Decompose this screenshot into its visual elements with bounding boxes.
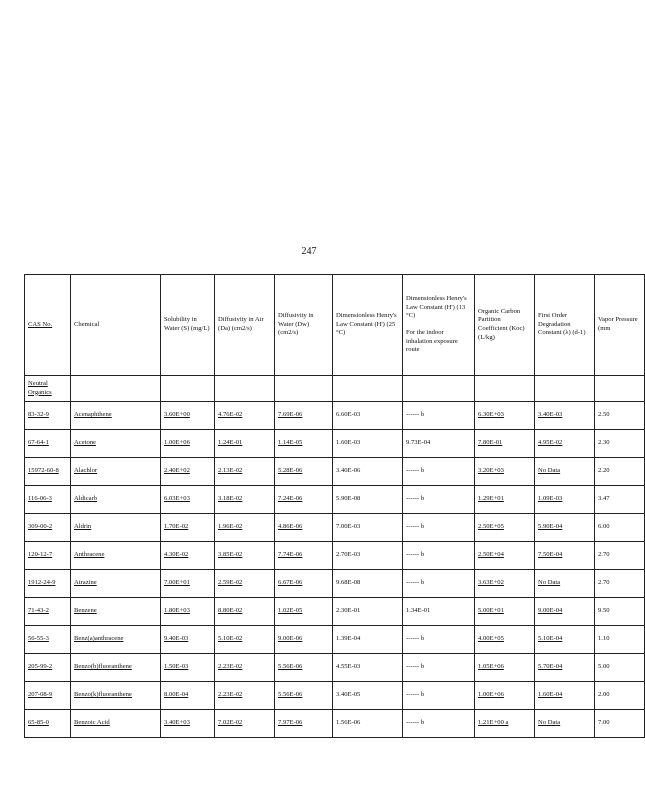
henry-13c-cell: ------ b xyxy=(403,514,475,542)
diffusivity-air-cell: 5.10E-02 xyxy=(215,626,275,654)
diffusivity-water-cell: 9.00E-06 xyxy=(275,626,333,654)
header-cas: CAS No. xyxy=(25,275,71,376)
diffusivity-water-cell: 7.24E-06 xyxy=(275,486,333,514)
table-row xyxy=(25,402,645,430)
vapor-pressure-cell: 1.10 xyxy=(595,626,645,654)
solubility-cell: 4.30E-02 xyxy=(161,542,215,570)
header-degradation: First Order Degradation Constant (λ) (d-1) xyxy=(535,275,595,376)
vapor-pressure-cell: 5.00 xyxy=(595,654,645,682)
degradation-cell: 3.40E-03 xyxy=(535,402,595,430)
solubility-cell: 1.80E+03 xyxy=(161,598,215,626)
chemical-name-cell: Benzene xyxy=(71,598,161,626)
degradation-cell: 5.10E-04 xyxy=(535,626,595,654)
table-row xyxy=(25,682,645,710)
henry-13c-cell: ------ b xyxy=(403,402,475,430)
table-row xyxy=(25,430,645,458)
cas-cell: 309-00-2 xyxy=(25,514,71,542)
degradation-cell: 4.95E-02 xyxy=(535,430,595,458)
chemical-name-cell: Benzo(b)fluoranthene xyxy=(71,654,161,682)
degradation-cell: 5.70E-04 xyxy=(535,654,595,682)
vapor-pressure-cell: 2.50 xyxy=(595,402,645,430)
solubility-cell: 3.60E+00 xyxy=(161,402,215,430)
header-henry-25c: Dimensionless Henry's Law Constant (H') (25 °C) xyxy=(333,275,403,376)
cas-cell: 71-43-2 xyxy=(25,598,71,626)
solubility-cell: 3.40E+03 xyxy=(161,710,215,738)
table-row xyxy=(25,710,645,738)
cas-cell: 120-12-7 xyxy=(25,542,71,570)
diffusivity-air-cell: 3.18E-02 xyxy=(215,486,275,514)
table-row xyxy=(25,542,645,570)
koc-cell: 1.21E+00 a xyxy=(475,710,535,738)
koc-cell: 1.00E+06 xyxy=(475,682,535,710)
henry-13c-cell: ------ b xyxy=(403,458,475,486)
cas-cell: 207-08-9 xyxy=(25,682,71,710)
vapor-pressure-cell: 3.47 xyxy=(595,486,645,514)
henry-25c-cell: 1.60E-03 xyxy=(333,430,403,458)
diffusivity-air-cell: 2.23E-02 xyxy=(215,654,275,682)
section-row xyxy=(25,376,645,402)
diffusivity-air-cell: 2.23E-02 xyxy=(215,682,275,710)
degradation-cell: 9.00E-04 xyxy=(535,598,595,626)
diffusivity-air-cell: 8.80E-02 xyxy=(215,598,275,626)
header-koc: Organic Carbon Partition Coefficient (Koc) (L/kg) xyxy=(475,275,535,376)
vapor-pressure-cell: 2.20 xyxy=(595,458,645,486)
diffusivity-air-cell: 1.96E-02 xyxy=(215,514,275,542)
solubility-cell: 7.00E+01 xyxy=(161,570,215,598)
chemical-name-cell: Aldicarb xyxy=(71,486,161,514)
chemical-name-cell: Benz(a)anthracene xyxy=(71,626,161,654)
degradation-cell: No Data xyxy=(535,458,595,486)
diffusivity-water-cell: 7.74E-06 xyxy=(275,542,333,570)
header-diffusivity-water: Diffusivity in Water (Dw) (cm2/s) xyxy=(275,275,333,376)
vapor-pressure-cell: 2.70 xyxy=(595,570,645,598)
table-row xyxy=(25,486,645,514)
cas-cell: 205-99-2 xyxy=(25,654,71,682)
henry-13c-cell: ------ b xyxy=(403,682,475,710)
table-row xyxy=(25,570,645,598)
diffusivity-water-cell: 1.02E-05 xyxy=(275,598,333,626)
koc-cell: 7.80E-01 xyxy=(475,430,535,458)
table-row xyxy=(25,458,645,486)
chemical-name-cell: Aldrin xyxy=(71,514,161,542)
vapor-pressure-cell: 2.30 xyxy=(595,430,645,458)
diffusivity-water-cell: 5.56E-06 xyxy=(275,682,333,710)
henry-25c-cell: 2.30E-01 xyxy=(333,598,403,626)
cas-cell: 1912-24-9 xyxy=(25,570,71,598)
henry-25c-cell: 1.56E-06 xyxy=(333,710,403,738)
chemical-name-cell: Acenaphthene xyxy=(71,402,161,430)
vapor-pressure-cell: 9.50 xyxy=(595,598,645,626)
diffusivity-air-cell: 7.02E-02 xyxy=(215,710,275,738)
henry-25c-cell: 3.40E-05 xyxy=(333,682,403,710)
cas-cell: 15972-60-8 xyxy=(25,458,71,486)
henry-13c-cell: 9.73E-04 xyxy=(403,430,475,458)
koc-cell: 1.05E+06 xyxy=(475,654,535,682)
table-row xyxy=(25,654,645,682)
vapor-pressure-cell: 7.00 xyxy=(595,710,645,738)
chemical-name-cell: Benzo(k)fluoranthene xyxy=(71,682,161,710)
vapor-pressure-cell: 2.00 xyxy=(595,682,645,710)
solubility-cell: 1.00E+06 xyxy=(161,430,215,458)
degradation-cell: 1.09E-03 xyxy=(535,486,595,514)
henry-25c-cell: 3.40E-06 xyxy=(333,458,403,486)
henry-13c-cell: ------ b xyxy=(403,626,475,654)
chemical-name-cell: Anthracene xyxy=(71,542,161,570)
henry-25c-cell: 4.55E-03 xyxy=(333,654,403,682)
solubility-cell: 6.03E+03 xyxy=(161,486,215,514)
header-henry-13c: Dimensionless Henry's Law Constant (H') (13 °C) For the indoor inhalation exposure route xyxy=(403,275,475,376)
diffusivity-air-cell: 1.24E-01 xyxy=(215,430,275,458)
diffusivity-water-cell: 5.28E-06 xyxy=(275,458,333,486)
koc-cell: 3.20E+03 xyxy=(475,458,535,486)
diffusivity-water-cell: 7.97E-06 xyxy=(275,710,333,738)
koc-cell: 4.00E+05 xyxy=(475,626,535,654)
koc-cell: 1.29E+01 xyxy=(475,486,535,514)
henry-13c-cell: ------ b xyxy=(403,486,475,514)
diffusivity-air-cell: 2.13E-02 xyxy=(215,458,275,486)
henry-13c-cell: ------ b xyxy=(403,654,475,682)
henry-25c-cell: 6.60E-03 xyxy=(333,402,403,430)
solubility-cell: 1.50E-03 xyxy=(161,654,215,682)
diffusivity-water-cell: 4.86E-06 xyxy=(275,514,333,542)
degradation-cell: 5.90E-04 xyxy=(535,514,595,542)
diffusivity-air-cell: 2.59E-02 xyxy=(215,570,275,598)
chemical-name-cell: Benzoic Acid xyxy=(71,710,161,738)
henry-25c-cell: 9.68E-08 xyxy=(333,570,403,598)
section-label: Neutral Organics xyxy=(25,376,71,402)
solubility-cell: 2.40E+02 xyxy=(161,458,215,486)
header-solubility: Solubility in Water (S) (mg/L) xyxy=(161,275,215,376)
henry-13c-cell: ------ b xyxy=(403,710,475,738)
diffusivity-air-cell: 4.76E-02 xyxy=(215,402,275,430)
diffusivity-water-cell: 5.56E-06 xyxy=(275,654,333,682)
vapor-pressure-cell: 2.70 xyxy=(595,542,645,570)
cas-cell: 65-85-0 xyxy=(25,710,71,738)
chemical-name-cell: Alachlor xyxy=(71,458,161,486)
koc-cell: 3.63E+02 xyxy=(475,570,535,598)
henry-13c-cell: 1.34E-01 xyxy=(403,598,475,626)
cas-cell: 67-64-1 xyxy=(25,430,71,458)
page-number: 247 xyxy=(301,246,317,257)
degradation-cell: No Data xyxy=(535,570,595,598)
diffusivity-water-cell: 1.14E-05 xyxy=(275,430,333,458)
degradation-cell: No Data xyxy=(535,710,595,738)
chemical-properties-table xyxy=(24,274,645,738)
koc-cell: 5.00E+01 xyxy=(475,598,535,626)
cas-cell: 116-06-3 xyxy=(25,486,71,514)
solubility-cell: 8.00E-04 xyxy=(161,682,215,710)
vapor-pressure-cell: 6.00 xyxy=(595,514,645,542)
henry-25c-cell: 5.90E-08 xyxy=(333,486,403,514)
koc-cell: 6.30E+03 xyxy=(475,402,535,430)
koc-cell: 2.50E+05 xyxy=(475,514,535,542)
degradation-cell: 7.50E-04 xyxy=(535,542,595,570)
henry-25c-cell: 1.39E-04 xyxy=(333,626,403,654)
degradation-cell: 1.60E-04 xyxy=(535,682,595,710)
diffusivity-water-cell: 6.67E-06 xyxy=(275,570,333,598)
henry-13c-cell: ------ b xyxy=(403,570,475,598)
table-row xyxy=(25,514,645,542)
header-diffusivity-air: Diffusivity in Air (Da) (cm2/s) xyxy=(215,275,275,376)
solubility-cell: 9.40E-03 xyxy=(161,626,215,654)
chemical-name-cell: Atrazine xyxy=(71,570,161,598)
solubility-cell: 1.70E-02 xyxy=(161,514,215,542)
header-henry-13c-note: For the indoor inhalation exposure route xyxy=(406,329,458,354)
table-row xyxy=(25,598,645,626)
diffusivity-air-cell: 3.85E-02 xyxy=(215,542,275,570)
cas-cell: 56-55-3 xyxy=(25,626,71,654)
diffusivity-water-cell: 7.69E-06 xyxy=(275,402,333,430)
koc-cell: 2.50E+04 xyxy=(475,542,535,570)
header-vapor-pressure: Vapor Pressure (mm xyxy=(595,275,645,376)
chemical-properties-table-container xyxy=(24,274,638,734)
header-row xyxy=(25,275,645,376)
header-chemical: Chemical xyxy=(71,275,161,376)
henry-25c-cell: 7.00E-03 xyxy=(333,514,403,542)
henry-13c-cell: ------ b xyxy=(403,542,475,570)
cas-cell: 83-32-9 xyxy=(25,402,71,430)
henry-25c-cell: 2.70E-03 xyxy=(333,542,403,570)
chemical-name-cell: Acetone xyxy=(71,430,161,458)
table-row xyxy=(25,626,645,654)
